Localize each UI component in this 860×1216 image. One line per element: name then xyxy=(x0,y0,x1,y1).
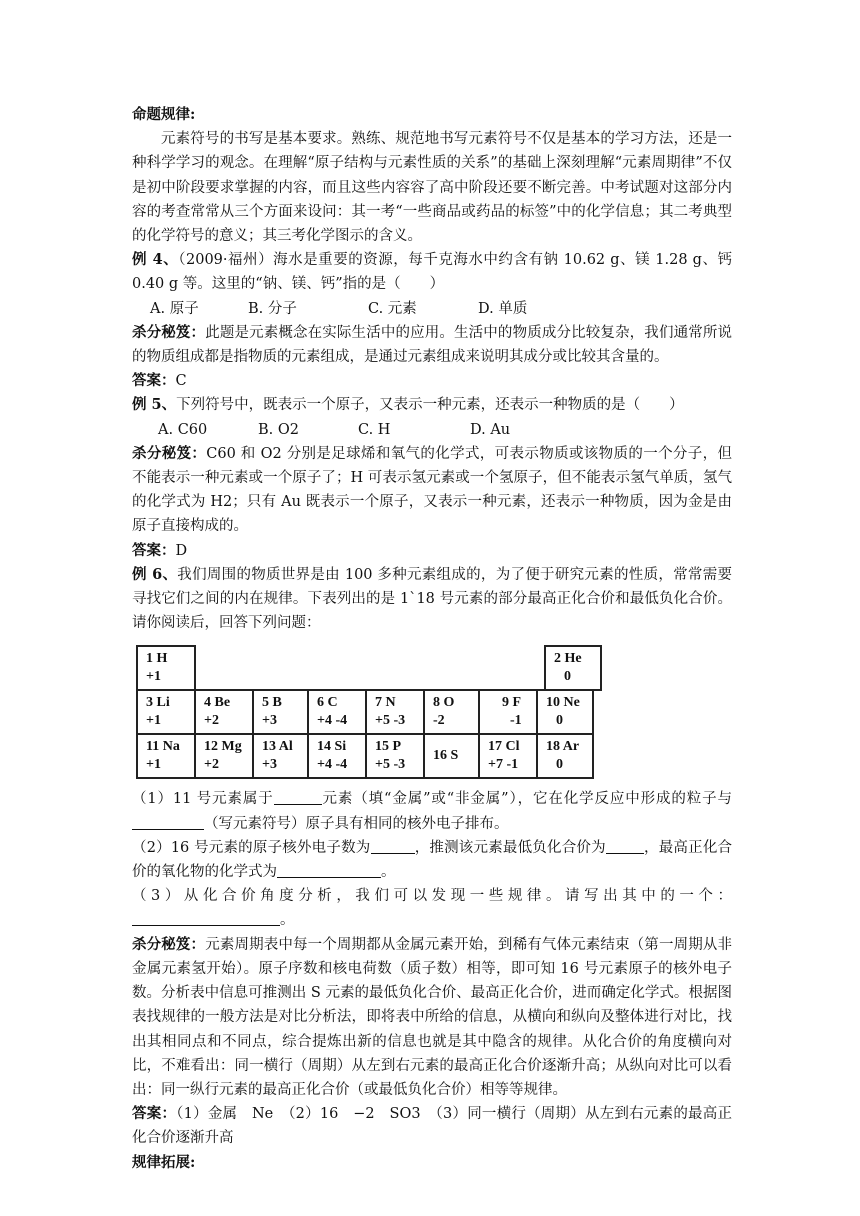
example-4-answer-label: 答案： xyxy=(132,372,176,390)
element-cell-he: 2 He 0 xyxy=(544,645,602,691)
example-5-tip xyxy=(132,442,732,539)
example-5-option-b: B. O2 xyxy=(258,421,299,438)
element-cell-b: 5 B +3 xyxy=(252,689,309,735)
answer-blank-3[interactable] xyxy=(132,911,280,926)
answer-blank-1a[interactable] xyxy=(274,790,322,805)
example-5-answer-label: 答案： xyxy=(132,541,176,559)
periodic-table xyxy=(136,645,732,775)
document-page xyxy=(132,103,732,1175)
example-4-option-a: A. 原子 xyxy=(150,300,199,317)
element-cell-na: 11 Na +1 xyxy=(136,733,196,779)
example-5-options xyxy=(132,418,732,442)
example-6-tip-text: 元素周期表中每一个周期都从金属元素开始，到稀有气体元素结束（第一周期从非金属元素氢开始）。原子序数和核电荷数（质子数）相等，即可知 16 号元素原子的核外电子数。分析表中信息可推测出 S 元素的最低负化合价、最高正化合价，进而确定化学式。根据图表找规律的一般方法是对比分析法，即将表中所给的信息，从横向和纵向及整体进行对比，找出其相同点和不同点，综合提炼出新的信息也就是其中隐含的规律。从化合价的角度横向对比，不难看出：同一横行（周期）从左到右元素的最高正化合价逐渐升高；从纵向对比可以看出：同一纵行元素的最高正化合价（或最低负化合价）相等等规律。 xyxy=(132,936,732,1098)
section-title-expand: 规律拓展: xyxy=(132,1153,196,1171)
example-6-answer-value: （1）金属 Ne （2）16 −2 SO3 （3）同一横行（周期）从左到右元素的最高正化合价逐渐升高 xyxy=(132,1106,732,1147)
element-cell-n: 7 N +5 -3 xyxy=(365,689,425,735)
section-title-rules: 命题规律: xyxy=(132,106,196,123)
example-4-answer xyxy=(132,369,732,393)
periodic-table-row-3 xyxy=(136,733,594,779)
example-4-option-d: D. 单质 xyxy=(478,300,528,317)
example-5-question xyxy=(132,393,732,417)
example-4-tip-text: 此题是元素概念在实际生活中的应用。生活中的物质成分比较复杂，我们通常所说的物质组成都是指物质的元素组成，是通过元素组成来说明其成分或比较其含量的。 xyxy=(132,324,732,366)
periodic-table-row-1 xyxy=(136,645,602,691)
example-6-question-2: （2）16 号元素的原子核外电子数为 ，推测该元素最低负化合价为 ，最高正化合价的氧化物的化学式为 。 xyxy=(132,839,733,881)
element-cell-al: 13 Al +3 xyxy=(252,733,309,779)
example-4-tip xyxy=(132,321,732,369)
example-6-question-3: （3）从化合价角度分析，我们可以发现一些规律。请写出其中的一个：。 xyxy=(132,888,732,929)
example-6-tip-label: 杀分秘笈： xyxy=(132,935,206,953)
element-cell-c: 6 C +4 -4 xyxy=(307,689,367,735)
example-5-option-d: D. Au xyxy=(470,421,511,438)
periodic-table-row-2 xyxy=(136,689,594,735)
answer-blank-2b[interactable] xyxy=(606,839,644,854)
element-cell-s: 16 S xyxy=(423,733,480,779)
example-5-label: 例 5、 xyxy=(132,396,177,414)
example-6-text: 我们周围的物质世界是由 100 多种元素组成的，为了便于研究元素的性质，常常需要寻找它们之间的内在规律。下表列出的是 1`18 号元素的部分最高正化合价和最低负化合价。请你阅读后，回答下列问题： xyxy=(132,566,732,632)
example-5-tip-label: 杀分秘笈： xyxy=(132,444,207,462)
element-cell-si: 14 Si +4 -4 xyxy=(307,733,367,779)
example-4-tip-label: 杀分秘笈： xyxy=(132,323,206,341)
answer-blank-2c[interactable] xyxy=(277,863,381,878)
table-empty-gap xyxy=(194,645,546,691)
example-4-label: 例 4、 xyxy=(132,251,179,269)
example-6-answer xyxy=(132,1102,732,1150)
element-cell-li: 3 Li +1 xyxy=(136,689,196,735)
example-6-tip xyxy=(132,933,732,1102)
element-cell-mg: 12 Mg +2 xyxy=(194,733,254,779)
element-cell-f: 9 F -1 xyxy=(478,689,538,735)
example-6-label: 例 6、 xyxy=(132,565,178,583)
answer-blank-1b[interactable] xyxy=(132,815,204,830)
answer-blank-2a[interactable] xyxy=(371,839,415,854)
example-6-question-1: （1）11 号元素属于 元素（填“金属”或“非金属”），它在化学反应中形成的粒子与（写元素符号）原子具有相同的核外电子排布。 xyxy=(132,791,732,832)
element-cell-p: 15 P +5 -3 xyxy=(365,733,425,779)
example-5-answer-value: D xyxy=(175,542,188,559)
example-5-text: 下列符号中，既表示一个原子，又表示一种元素，还表示一种物质的是（ ） xyxy=(176,397,684,414)
example-4-answer-value: C xyxy=(175,373,187,390)
example-6-answer-label: 答案： xyxy=(132,1105,177,1123)
example-4-question xyxy=(132,248,732,296)
element-cell-be: 4 Be +2 xyxy=(194,689,254,735)
example-5-option-a: A. C60 xyxy=(158,421,208,438)
example-4-option-c: C. 元素 xyxy=(368,300,417,317)
example-5-option-c: C. H xyxy=(358,421,391,438)
element-cell-ar: 18 Ar 0 xyxy=(536,733,594,779)
example-6-question xyxy=(132,563,732,636)
example-5-answer xyxy=(132,539,732,563)
element-cell-h: 1 H +1 xyxy=(136,645,196,691)
intro-paragraph: 元素符号的书写是基本要求。熟练、规范地书写元素符号不仅是基本的学习方法，还是一种科学学习的观念。在理解“原子结构与元素性质的关系”的基础上深刻理解“元素周期律”不仅是初中阶段要求掌握的内容，而且这些内容容了高中阶段还要不断完善。中考试题对这部分内容的考查常常从三个方面来设问：其一考“一些商品或药品的标签”中的化学信息；其二考典型的化学符号的意义；其三考化学图示的含义。 xyxy=(132,131,732,245)
example-5-tip-text: C60 和 O2 分别是足球烯和氧气的化学式，可表示物质或该物质的一个分子，但不能表示一种元素或一个原子了；H 可表示氢元素或一个氢原子，但不能表示氢气单质，氢气的化学式为 H2；只有 Au 既表示一个原子，又表示一种元素，还表示一种物质，因为金是由原子直接构成的。 xyxy=(132,445,733,535)
element-cell-o: 8 O -2 xyxy=(423,689,480,735)
example-4-text: （2009·福州）海水是重要的资源，每千克海水中约含有钠 10.62 g、镁 1.28 g、钙 0.40 g 等。这里的“钠、镁、钙”指的是（ ） xyxy=(132,252,732,293)
element-cell-cl: 17 Cl +7 -1 xyxy=(478,733,538,779)
example-4-option-b: B. 分子 xyxy=(248,300,297,317)
element-cell-ne: 10 Ne 0 xyxy=(536,689,594,735)
example-4-options xyxy=(132,297,732,321)
